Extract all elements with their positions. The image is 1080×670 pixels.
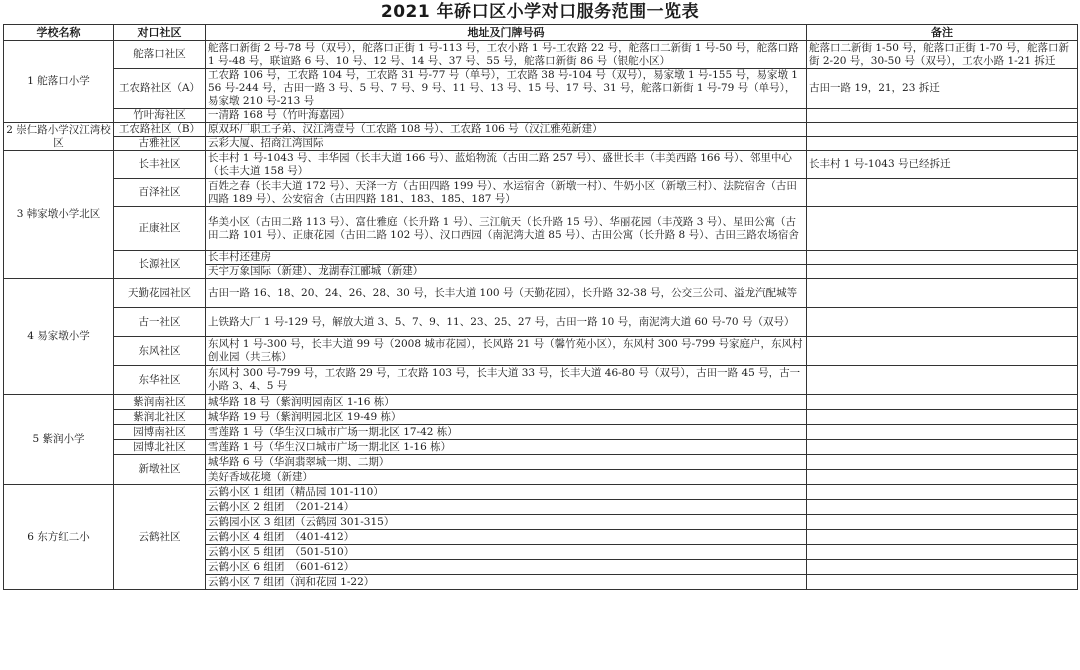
community-cell: 古雅社区 [114,137,206,151]
table-row [4,440,1078,455]
school-name-cell: 6 东方红二小 [4,485,114,590]
school-name-cell: 1 舵落口小学 [4,41,114,123]
table-row [4,337,1078,366]
table-row [4,137,1078,151]
address-cell: 云彩大厦、招商江湾国际 [206,137,807,151]
note-cell [807,123,1078,137]
note-cell [807,515,1078,530]
note-cell [807,410,1078,425]
community-cell: 工农路社区（A） [114,69,206,109]
community-cell: 东风社区 [114,337,206,366]
note-cell [807,560,1078,575]
community-cell: 工农路社区（B） [114,123,206,137]
note-cell [807,337,1078,366]
note-cell [807,485,1078,500]
note-cell [807,308,1078,337]
community-cell: 长源社区 [114,251,206,279]
community-cell: 古一社区 [114,308,206,337]
school-name-cell: 4 易家墩小学 [4,279,114,395]
address-cell: 城华路 18 号（紫润明园南区 1-16 栋） [206,395,807,410]
note-cell [807,207,1078,251]
address-cell: 天宇万象国际（新建）、龙湖春江郦城（新建） [206,265,807,279]
table-row [4,279,1078,308]
note-cell [807,545,1078,560]
table-row [4,251,1078,265]
community-cell: 竹叶海社区 [114,109,206,123]
address-cell: 工农路 106 号，工农路 104 号，工农路 31 号-77 号（单号），工农路 38 号-104 号（双号），易家墩 1 号-155 号，易家墩 156 号-244 号，古田一路 3 号、5 号、7 号、9 号、11 号、13 号、15 号、17 号、31 号，舵落口新街 1 号-79 号（单号），易家墩 210 号-213 号 [206,69,807,109]
address-cell: 云鹤小区 2 组团 （201-214） [206,500,807,515]
note-cell [807,279,1078,308]
note-cell [807,530,1078,545]
address-cell: 一清路 168 号（竹叶海嘉园） [206,109,807,123]
table-row [4,485,1078,500]
community-cell: 园博南社区 [114,425,206,440]
community-cell: 紫润北社区 [114,410,206,425]
address-cell: 百姓之春（长丰大道 172 号）、天泽一方（古田四路 199 号）、水运宿舍（新墩一村）、牛奶小区（新墩三村）、法院宿舍（古田四路 189 号）、公安宿舍（古田四路 181、183、185、187 号） [206,179,807,207]
address-cell: 美好香域花境（新建） [206,470,807,485]
community-cell: 新墩社区 [114,455,206,485]
note-cell [807,470,1078,485]
table-row [4,41,1078,69]
address-cell: 云鹤小区 1 组团（精品园 101-110） [206,485,807,500]
table-row [4,151,1078,179]
community-cell: 舵落口社区 [114,41,206,69]
school-name-cell: 3 韩家墩小学北区 [4,151,114,279]
header-school: 学校名称 [4,25,114,41]
table-row [4,308,1078,337]
address-cell: 雪莲路 1 号（华生汉口城市广场一期北区 17-42 栋） [206,425,807,440]
address-cell: 雪莲路 1 号（华生汉口城市广场一期北区 1-16 栋） [206,440,807,455]
table-row [4,410,1078,425]
community-cell: 云鹤社区 [114,485,206,590]
table-header-row [4,25,1078,41]
note-cell: 长丰村 1 号-1043 号已经拆迁 [807,151,1078,179]
table-body [4,41,1078,590]
note-cell [807,455,1078,470]
address-cell: 长丰村 1 号-1043 号、丰华园（长丰大道 166 号）、蓝焰物流（古田二路 257 号）、盛世长丰（丰美西路 166 号）、邻里中心（长丰大道 158 号） [206,151,807,179]
service-range-table [3,24,1078,590]
community-cell: 百泽社区 [114,179,206,207]
header-address: 地址及门牌号码 [206,25,807,41]
address-cell: 原双环厂职工子弟、汉江湾壹号（工农路 108 号）、工农路 106 号（汉江雅苑新建） [206,123,807,137]
address-cell: 城华路 19 号（紫润明园北区 19-49 栋） [206,410,807,425]
note-cell [807,179,1078,207]
community-cell: 正康社区 [114,207,206,251]
note-cell [807,395,1078,410]
address-cell: 东风村 1 号-300 号，长丰大道 99 号（2008 城市花园），长风路 21 号（馨竹苑小区），东风村 300 号-799 号家庭户，东风村创业园（共三栋） [206,337,807,366]
community-cell: 长丰社区 [114,151,206,179]
table-row [4,425,1078,440]
community-cell: 东华社区 [114,366,206,395]
table-row [4,123,1078,137]
note-cell [807,366,1078,395]
table-row [4,109,1078,123]
community-cell: 紫润南社区 [114,395,206,410]
note-cell [807,440,1078,455]
note-cell [807,109,1078,123]
address-cell: 古田一路 16、18、20、24、26、28、30 号，长丰大道 100 号（天勤花园），长升路 32-38 号，公交三公司、溢龙汽配城等 [206,279,807,308]
header-community: 对口社区 [114,25,206,41]
table-row [4,395,1078,410]
address-cell: 城华路 6 号（华润翡翠城一期、二期） [206,455,807,470]
note-cell [807,425,1078,440]
table-row [4,366,1078,395]
community-cell: 天勤花园社区 [114,279,206,308]
note-cell [807,137,1078,151]
address-cell: 云鹤小区 6 组团 （601-612） [206,560,807,575]
note-cell: 舵落口二新街 1-50 号，舵落口正街 1-70 号，舵落口新街 2-20 号，30-50 号（双号），工农小路 1-21 拆迁 [807,41,1078,69]
address-cell: 云鹤小区 4 组团 （401-412） [206,530,807,545]
address-cell: 云鹤小区 7 组团（润和花园 1-22） [206,575,807,590]
address-cell: 东风村 300 号-799 号，工农路 29 号，工农路 103 号，长丰大道 33 号，长丰大道 46-80 号（双号），古田一路 45 号，古一小路 3、4、5 号 [206,366,807,395]
table-row [4,69,1078,109]
note-cell [807,265,1078,279]
address-cell: 华美小区（古田二路 113 号）、富仕雅庭（长升路 1 号）、三江航天（长升路 15 号）、华丽花园（丰茂路 3 号）、星田公寓（古田二路 101 号）、正康花园（古田二路 102 号）、汉口西园（南泥湾大道 85 号）、古田公寓（长升路 8 号）、古田三路农场宿舍 [206,207,807,251]
note-cell [807,575,1078,590]
document-title: 2021 年硚口区小学对口服务范围一览表 [380,2,700,22]
table-row [4,207,1078,251]
note-cell: 古田一路 19，21，23 拆迁 [807,69,1078,109]
table-row [4,455,1078,470]
address-cell: 云鹤园小区 3 组团（云鹤园 301-315） [206,515,807,530]
school-name-cell: 2 崇仁路小学汉江湾校区 [4,123,114,151]
community-cell: 园博北社区 [114,440,206,455]
school-name-cell: 5 紫润小学 [4,395,114,485]
address-cell: 长丰村还建房 [206,251,807,265]
header-note: 备注 [807,25,1078,41]
note-cell [807,251,1078,265]
note-cell [807,500,1078,515]
table-row [4,179,1078,207]
address-cell: 上铁路大厂 1 号-129 号，解放大道 3、5、7、9、11、23、25、27 号，古田一路 10 号，南泥湾大道 60 号-70 号（双号） [206,308,807,337]
address-cell: 云鹤小区 5 组团 （501-510） [206,545,807,560]
address-cell: 舵落口新街 2 号-78 号（双号），舵落口正街 1 号-113 号，工农小路 1 号-工农路 22 号，舵落口二新街 1 号-50 号，舵落口路 1 号-48 号，联谊路 6 号、10 号、12 号、14 号、37 号、55 号，舵落口新街 86 号（银舵小区） [206,41,807,69]
